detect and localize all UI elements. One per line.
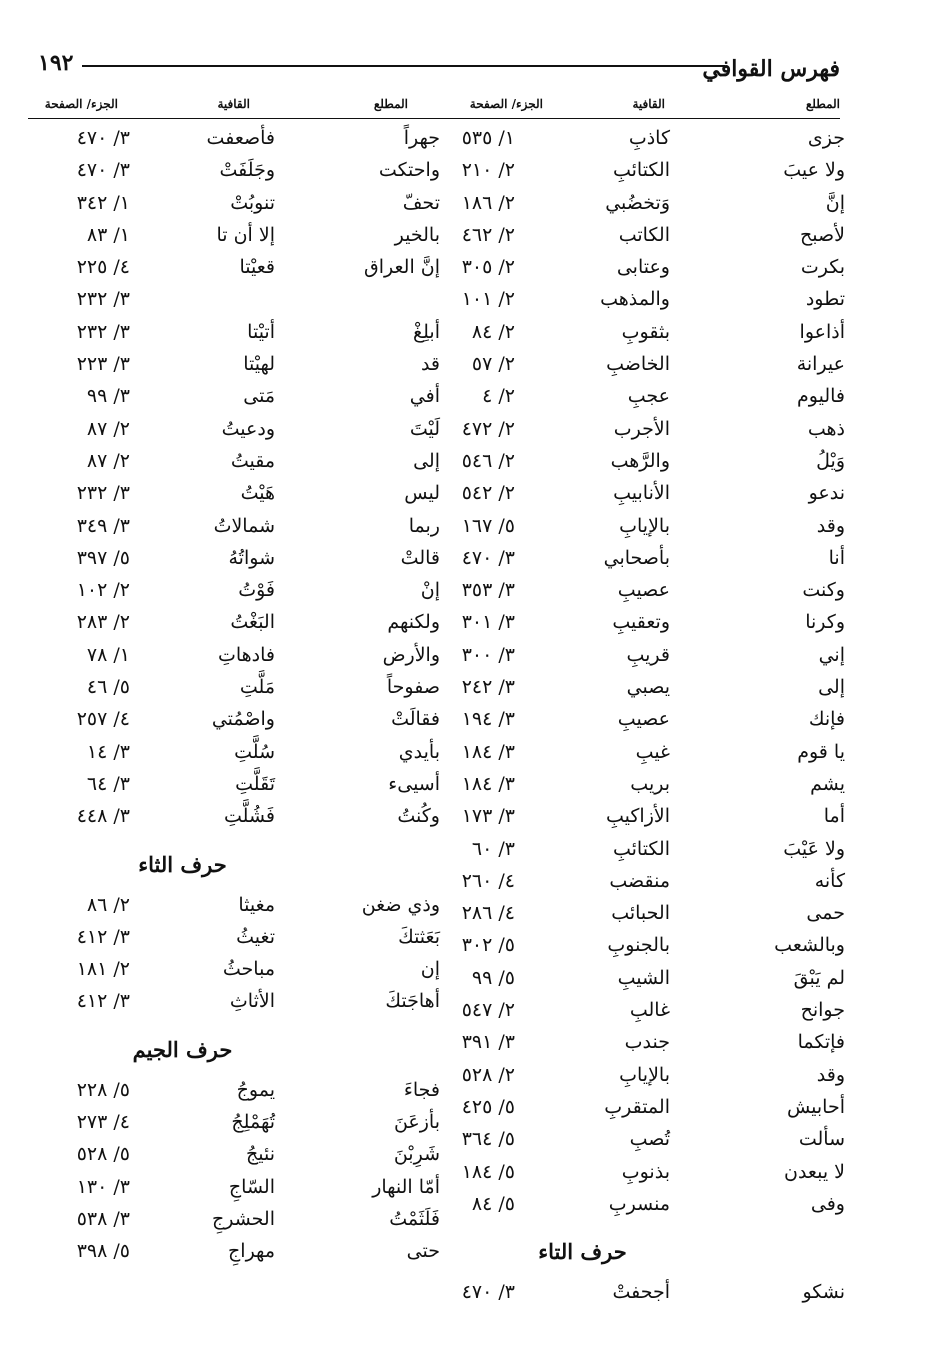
qafiya-cell: جندب bbox=[624, 1031, 670, 1054]
index-entry-row bbox=[25, 482, 450, 514]
ref-cell: ٥/ ١٨٤ bbox=[461, 1160, 515, 1183]
right-column bbox=[420, 127, 845, 1313]
qafiya-cell: بريب bbox=[630, 772, 670, 795]
ref-cell: ٤/ ٢٥٧ bbox=[76, 708, 130, 731]
index-entry-row bbox=[420, 579, 845, 611]
matla-cell: وقد bbox=[816, 1063, 845, 1086]
matla-cell: وفى bbox=[810, 1192, 845, 1215]
qafiya-cell: تَقَلَّتِ bbox=[235, 772, 275, 795]
col-head-matla-right: المطلع bbox=[805, 97, 840, 111]
index-entry-row bbox=[420, 482, 845, 514]
matla-cell: فقالَتْ bbox=[391, 708, 440, 731]
ref-cell: ٤/ ٢٧٣ bbox=[76, 1111, 130, 1134]
index-entry-row bbox=[25, 288, 450, 320]
ref-cell: ٥/ ٥٢٨ bbox=[76, 1143, 130, 1166]
section-heading: حرف التاء bbox=[538, 1239, 627, 1265]
ref-cell: ٥/ ٣٩٧ bbox=[76, 546, 130, 569]
matla-cell: أحابيش bbox=[786, 1095, 845, 1118]
qafiya-cell: شواتُهُ bbox=[228, 546, 275, 569]
ref-cell: ٣/ ٢٢٣ bbox=[76, 353, 130, 376]
qafiya-cell: وَتخضُبي bbox=[605, 191, 670, 214]
matla-cell: إنْ bbox=[420, 579, 440, 602]
ref-cell: ٢/ ٤٦٢ bbox=[461, 223, 515, 246]
qafiya-cell: البَغْتُ bbox=[230, 611, 275, 634]
matla-cell: لا يبعدن bbox=[784, 1160, 845, 1183]
index-entry-row bbox=[420, 1193, 845, 1225]
ref-cell: ٢/ ٥٤٢ bbox=[461, 482, 515, 505]
section-heading: حرف الثاء bbox=[138, 851, 227, 877]
index-entry-row bbox=[25, 1143, 450, 1175]
ref-cell: ١/ ٥٣٥ bbox=[461, 127, 515, 149]
matla-cell: عيرانة bbox=[796, 353, 845, 376]
matla-cell: بَعَثتكَ bbox=[398, 925, 440, 948]
matla-cell: تطود bbox=[805, 288, 845, 311]
index-entry-row bbox=[25, 1079, 450, 1111]
qafiya-cell: مباحثُ bbox=[222, 958, 275, 981]
index-entry-row bbox=[25, 547, 450, 579]
qafiya-cell: مَلَّتِ bbox=[239, 676, 275, 699]
qafiya-cell: الحشرجِ bbox=[211, 1207, 275, 1230]
qafiya-cell: مهراجِ bbox=[228, 1240, 275, 1263]
index-entry-row bbox=[420, 741, 845, 773]
matla-cell: بكرت bbox=[800, 256, 845, 279]
ref-cell: ٢/ ٢٨٣ bbox=[76, 611, 130, 634]
matla-cell: أذاعوا bbox=[799, 320, 845, 343]
qafiya-cell: عجبِ bbox=[627, 385, 670, 408]
matla-cell: إلى bbox=[413, 449, 440, 472]
qafiya-cell: مغيثا bbox=[238, 893, 275, 916]
ref-cell: ٣/ ٤٧٠ bbox=[76, 127, 130, 149]
index-entry-row bbox=[420, 192, 845, 224]
qafiya-cell: أتيْتا bbox=[247, 320, 275, 343]
matla-cell: فَلَثَمْتُ bbox=[389, 1207, 440, 1230]
qafiya-cell: وجَلَفَتْ bbox=[219, 159, 275, 182]
matla-cell: بأزعَنَ bbox=[393, 1111, 440, 1134]
index-entry-row bbox=[420, 967, 845, 999]
ref-cell: ٢/ ٨٧ bbox=[86, 417, 130, 440]
matla-cell: والأرض bbox=[382, 643, 440, 666]
matla-cell: أهاجَتكَ bbox=[385, 990, 440, 1013]
matla-cell: ذهب bbox=[807, 417, 845, 440]
matla-cell: ندعو bbox=[808, 482, 845, 505]
index-entry-row bbox=[25, 1208, 450, 1240]
qafiya-cell: وتعقيبِ bbox=[612, 611, 670, 634]
header-rule bbox=[82, 65, 725, 67]
qafiya-cell: بالإيابِ bbox=[619, 1063, 670, 1086]
col-head-ref-left: الجزء/ الصفحة bbox=[44, 97, 118, 111]
ref-cell: ٣/ ٤١٢ bbox=[76, 925, 130, 948]
qafiya-cell: السّاجِ bbox=[228, 1175, 275, 1198]
index-entry-row bbox=[420, 159, 845, 191]
index-entry-row bbox=[25, 926, 450, 958]
matla-cell: لم يَبْقَ bbox=[793, 966, 845, 989]
qafiya-cell: شمالاتُ bbox=[213, 514, 275, 537]
index-entry-row bbox=[25, 579, 450, 611]
left-column bbox=[25, 127, 450, 1273]
index-entry-row bbox=[420, 127, 845, 159]
matla-cell: أسيىء bbox=[388, 772, 440, 795]
qafiya-cell: قريبِ bbox=[626, 643, 670, 666]
index-entry-row bbox=[420, 708, 845, 740]
qafiya-cell: الأنابيبِ bbox=[613, 482, 670, 505]
ref-cell: ٥/ ٨٤ bbox=[471, 1192, 515, 1215]
index-entry-row bbox=[420, 1128, 845, 1160]
qafiya-cell: الأثاثِ bbox=[229, 990, 275, 1013]
index-entry-row bbox=[420, 418, 845, 450]
index-entry-row bbox=[420, 1161, 845, 1193]
matla-cell: وذي ضغن bbox=[361, 893, 440, 916]
qafiya-cell: عصيبِ bbox=[617, 579, 670, 602]
index-entry-row bbox=[420, 353, 845, 385]
index-entry-row bbox=[25, 805, 450, 837]
index-entry-row bbox=[420, 934, 845, 966]
page-number: ١٩٢ bbox=[38, 50, 74, 76]
matla-cell: صفوحاً bbox=[386, 676, 440, 699]
matla-cell: ليس bbox=[404, 482, 440, 505]
index-entry-row bbox=[420, 870, 845, 902]
qafiya-cell: تنوبُتْ bbox=[230, 191, 275, 214]
ref-cell: ٣/ ٤٧٠ bbox=[76, 159, 130, 182]
ref-cell: ٣/ ٢٣٢ bbox=[76, 288, 130, 311]
matla-cell: إنَّ bbox=[825, 191, 845, 214]
matla-cell: ولا عيبَ bbox=[783, 159, 845, 182]
qafiya-cell: سُلَّتِ bbox=[234, 740, 275, 763]
index-entry-row bbox=[25, 958, 450, 990]
ref-cell: ٥/ ٣٩٨ bbox=[76, 1240, 130, 1263]
matla-cell: وَيْلُ bbox=[816, 449, 845, 472]
qafiya-cell: فَشُلَّتِ bbox=[224, 805, 275, 828]
ref-cell: ٣/ ٣٥٣ bbox=[461, 579, 515, 602]
matla-cell: فاليوم bbox=[797, 385, 845, 408]
matla-cell: سألت bbox=[798, 1128, 845, 1151]
qafiya-cell: الأزاكيبِ bbox=[605, 805, 670, 828]
ref-cell: ٣/ ١٤ bbox=[86, 740, 130, 763]
matla-cell: وكرنا bbox=[805, 611, 845, 634]
ref-cell: ٥/ ٤٦ bbox=[86, 676, 130, 699]
index-entry-row bbox=[25, 1176, 450, 1208]
matla-cell: واحتكت bbox=[378, 159, 440, 182]
matla-cell: قالتْ bbox=[400, 546, 440, 569]
ref-cell: ٣/ ٣٩١ bbox=[461, 1031, 515, 1054]
ref-cell: ٣/ ٦٠ bbox=[471, 837, 515, 860]
ref-cell: ٢/ ١٠١ bbox=[461, 288, 515, 311]
matla-cell: وبالشعب bbox=[774, 934, 845, 957]
matla-cell: فإتكما bbox=[797, 1031, 845, 1054]
index-entry-row bbox=[420, 644, 845, 676]
qafiya-cell: فَوْتُ bbox=[238, 579, 275, 602]
index-entry-row bbox=[25, 385, 450, 417]
ref-cell: ٥/ ٣٦٤ bbox=[461, 1128, 515, 1151]
index-entry-row bbox=[420, 1064, 845, 1096]
index-entry-row bbox=[420, 224, 845, 256]
qafiya-cell: هَيْتُ bbox=[240, 482, 275, 505]
qafiya-cell: فادهاتِ bbox=[217, 643, 275, 666]
matla-cell: جوانح bbox=[800, 999, 845, 1022]
qafiya-cell: بأصحابي bbox=[603, 546, 670, 569]
ref-cell: ٤/ ٢٦٠ bbox=[461, 869, 515, 892]
index-entry-row bbox=[25, 159, 450, 191]
ref-cell: ١/ ٣٤٢ bbox=[76, 191, 130, 214]
ref-cell: ٣/ ١٨٤ bbox=[461, 772, 515, 795]
index-entry-row bbox=[25, 353, 450, 385]
ref-cell: ٣/ ٤٧٠ bbox=[461, 546, 515, 569]
matla-cell: ولا عَيْبَ bbox=[783, 837, 845, 860]
qafiya-cell: غالبِ bbox=[629, 999, 670, 1022]
qafiya-cell: تغيثُ bbox=[236, 925, 275, 948]
matla-cell: فإنك bbox=[808, 708, 845, 731]
ref-cell: ٣/ ٣٠١ bbox=[461, 611, 515, 634]
index-entry-row bbox=[420, 450, 845, 482]
matla-cell: تحفّ bbox=[402, 191, 440, 214]
matla-cell: إن bbox=[420, 958, 440, 981]
ref-cell: ٢/ ٤ bbox=[482, 385, 515, 408]
qafiya-cell: بالإيابِ bbox=[619, 514, 670, 537]
qafiya-cell: عصيبِ bbox=[617, 708, 670, 731]
index-entry-row bbox=[25, 127, 450, 159]
qafiya-cell: يصبي bbox=[626, 676, 670, 699]
qafiya-cell: غيبِ bbox=[635, 740, 670, 763]
matla-cell: جهراً bbox=[403, 127, 440, 149]
ref-cell: ١/ ٨٣ bbox=[86, 223, 130, 246]
index-entry-row bbox=[25, 644, 450, 676]
matla-cell: إنَّ العراق bbox=[363, 256, 440, 279]
index-entry-row bbox=[25, 894, 450, 926]
col-head-matla-left: المطلع bbox=[373, 97, 408, 111]
qafiya-cell: الأجرب bbox=[613, 417, 670, 440]
matla-cell: لَيْتَ bbox=[409, 417, 440, 440]
matla-cell: ربما bbox=[408, 514, 440, 537]
ref-cell: ٥/ ٣٠٢ bbox=[461, 934, 515, 957]
qafiya-cell: بالجنوبِ bbox=[607, 934, 670, 957]
column-head-rule bbox=[28, 118, 840, 119]
index-entry-row bbox=[420, 547, 845, 579]
ref-cell: ٣/ ٥٣٨ bbox=[76, 1207, 130, 1230]
index-entry-row bbox=[420, 1281, 845, 1313]
index-entry-row bbox=[420, 385, 845, 417]
ref-cell: ٣/ ١٨٤ bbox=[461, 740, 515, 763]
qafiya-cell: يموجُ bbox=[236, 1078, 275, 1101]
matla-cell: جزى bbox=[807, 127, 845, 149]
index-entry-row bbox=[25, 256, 450, 288]
ref-cell: ٣/ ٩٩ bbox=[86, 385, 130, 408]
index-entry-row bbox=[420, 256, 845, 288]
qafiya-cell: قعيْتا bbox=[239, 256, 275, 279]
index-entry-row bbox=[420, 515, 845, 547]
col-head-ref-right: الجزء/ الصفحة bbox=[469, 97, 543, 111]
matla-cell: حمى bbox=[806, 902, 845, 925]
index-entry-row bbox=[25, 1111, 450, 1143]
qafiya-cell: لهيْتا bbox=[243, 353, 275, 376]
qafiya-cell: الحبائب bbox=[611, 902, 670, 925]
ref-cell: ٢/ ٤٧٢ bbox=[461, 417, 515, 440]
ref-cell: ١/ ٧٨ bbox=[86, 643, 130, 666]
ref-cell: ٣/ ٢٣٢ bbox=[76, 320, 130, 343]
qafiya-cell: فأصعفت bbox=[206, 127, 275, 149]
qafiya-cell: تُصبِ bbox=[629, 1128, 670, 1151]
ref-cell: ٣/ ٣٠٠ bbox=[461, 643, 515, 666]
matla-cell: أنا bbox=[828, 546, 845, 569]
matla-cell: نشكو bbox=[802, 1281, 845, 1304]
qafiya-cell: منسربِ bbox=[608, 1192, 670, 1215]
ref-cell: ٢/ ٥٢٨ bbox=[461, 1063, 515, 1086]
qafiya-cell: الشيبِ bbox=[617, 966, 670, 989]
ref-cell: ٢/ ١٨١ bbox=[76, 958, 130, 981]
matla-cell: بالخير bbox=[394, 223, 440, 246]
ref-cell: ٣/ ٤١٢ bbox=[76, 990, 130, 1013]
index-entry-row bbox=[25, 676, 450, 708]
matla-cell: حتى bbox=[406, 1240, 440, 1263]
ref-cell: ٣/ ٦٤ bbox=[86, 772, 130, 795]
index-entry-row bbox=[25, 418, 450, 450]
ref-cell: ٣/ ٣٤٩ bbox=[76, 514, 130, 537]
matla-cell: كأنه bbox=[814, 869, 845, 892]
matla-cell: وكُنتُ bbox=[397, 805, 440, 828]
col-head-qafiya-right: القافية bbox=[632, 97, 665, 111]
index-entry-row bbox=[25, 708, 450, 740]
col-head-qafiya-left: القافية bbox=[217, 97, 250, 111]
ref-cell: ٤/ ٢٨٦ bbox=[461, 902, 515, 925]
matla-cell: بأيدي bbox=[398, 740, 440, 763]
qafiya-cell: الخاضبِ bbox=[606, 353, 670, 376]
qafiya-cell: الكتائبِ bbox=[612, 159, 670, 182]
ref-cell: ٢/ ٨٤ bbox=[471, 320, 515, 343]
section-heading: حرف الجيم bbox=[132, 1036, 233, 1062]
index-entry-row bbox=[420, 288, 845, 320]
qafiya-cell: بذنوبِ bbox=[621, 1160, 670, 1183]
qafiya-cell: بثقوبِ bbox=[621, 320, 670, 343]
ref-cell: ٣/ ١٩٤ bbox=[461, 708, 515, 731]
index-entry-row bbox=[25, 773, 450, 805]
index-entry-row bbox=[25, 741, 450, 773]
qafiya-cell: منقضب bbox=[609, 869, 670, 892]
index-entry-row bbox=[25, 515, 450, 547]
ref-cell: ٣/ ١٧٣ bbox=[461, 805, 515, 828]
matla-cell: إلى bbox=[818, 676, 845, 699]
index-entry-row bbox=[420, 1031, 845, 1063]
qafiya-cell: والمذهب bbox=[600, 288, 670, 311]
qafiya-cell: وعتابى bbox=[616, 256, 670, 279]
index-entry-row bbox=[420, 773, 845, 805]
matla-cell: شَرِبْنَ bbox=[393, 1143, 440, 1166]
qafiya-cell: الكتائبِ bbox=[612, 837, 670, 860]
matla-cell: فجاءَ bbox=[403, 1078, 440, 1101]
index-entry-row bbox=[420, 838, 845, 870]
ref-cell: ٤/ ٢٢٥ bbox=[76, 256, 130, 279]
index-entry-row bbox=[420, 999, 845, 1031]
ref-cell: ٥/ ٤٢٥ bbox=[461, 1095, 515, 1118]
ref-cell: ٣/ ٤٤٨ bbox=[76, 805, 130, 828]
qafiya-cell: أجحفتْ bbox=[612, 1281, 670, 1304]
ref-cell: ٢/ ٥٧ bbox=[471, 353, 515, 376]
index-entry-row bbox=[25, 611, 450, 643]
index-entry-row bbox=[25, 224, 450, 256]
qafiya-cell: والرَّهب bbox=[610, 449, 670, 472]
matla-cell: ولكنهم bbox=[387, 611, 440, 634]
index-entry-row bbox=[420, 676, 845, 708]
qafiya-cell: نئيجُ bbox=[245, 1143, 275, 1166]
qafiya-cell: ودعيتُ bbox=[221, 417, 275, 440]
ref-cell: ٣/ ٢٣٢ bbox=[76, 482, 130, 505]
ref-cell: ٢/ ٥٤٧ bbox=[461, 999, 515, 1022]
ref-cell: ٢/ ١٨٦ bbox=[461, 191, 515, 214]
ref-cell: ٢/ ٨٧ bbox=[86, 449, 130, 472]
qafiya-cell: تُهَمْلِجُ bbox=[231, 1111, 275, 1134]
index-entry-row bbox=[25, 321, 450, 353]
qafiya-cell: واصْمُتي bbox=[211, 708, 275, 731]
index-entry-row bbox=[25, 450, 450, 482]
ref-cell: ٢/ ١٠٢ bbox=[76, 579, 130, 602]
index-entry-row bbox=[25, 990, 450, 1022]
ref-cell: ٢/ ٣٠٥ bbox=[461, 256, 515, 279]
matla-cell: وقد bbox=[816, 514, 845, 537]
index-entry-row bbox=[25, 192, 450, 224]
matla-cell: قد bbox=[420, 353, 440, 376]
index-entry-row bbox=[420, 902, 845, 934]
ref-cell: ٢/ ٥٤٦ bbox=[461, 449, 515, 472]
index-entry-row bbox=[420, 805, 845, 837]
matla-cell: أفي bbox=[409, 385, 440, 408]
matla-cell: يا قوم bbox=[797, 740, 845, 763]
index-entry-row bbox=[420, 611, 845, 643]
ref-cell: ٢/ ٨٦ bbox=[86, 893, 130, 916]
qafiya-cell: كاذبِ bbox=[628, 127, 670, 149]
matla-cell: أبلِغْ bbox=[413, 320, 440, 343]
qafiya-cell: مَتى bbox=[243, 385, 275, 408]
qafiya-cell: الكاتب bbox=[618, 223, 670, 246]
ref-cell: ٣/ ٢٤٢ bbox=[461, 676, 515, 699]
qafiya-cell: المتقربِ bbox=[604, 1095, 670, 1118]
matla-cell: وكنت bbox=[802, 579, 845, 602]
ref-cell: ٣/ ١٣٠ bbox=[76, 1175, 130, 1198]
page-title: فهرس القوافي bbox=[702, 56, 840, 82]
matla-cell: لأصبح bbox=[800, 223, 845, 246]
matla-cell: أما bbox=[823, 805, 845, 828]
ref-cell: ٢/ ٢١٠ bbox=[461, 159, 515, 182]
ref-cell: ٥/ ١٦٧ bbox=[461, 514, 515, 537]
qafiya-cell: مقيتُ bbox=[230, 449, 275, 472]
ref-cell: ٥/ ٩٩ bbox=[471, 966, 515, 989]
ref-cell: ٣/ ٤٧٠ bbox=[461, 1281, 515, 1304]
matla-cell: يشم bbox=[810, 772, 845, 795]
qafiya-cell: إلا أن تا bbox=[216, 223, 275, 246]
index-entry-row bbox=[420, 321, 845, 353]
index-entry-row bbox=[420, 1096, 845, 1128]
ref-cell: ٥/ ٢٢٨ bbox=[76, 1078, 130, 1101]
index-entry-row bbox=[25, 1240, 450, 1272]
matla-cell: أمّا النهار bbox=[372, 1175, 440, 1198]
matla-cell: إني bbox=[818, 643, 845, 666]
